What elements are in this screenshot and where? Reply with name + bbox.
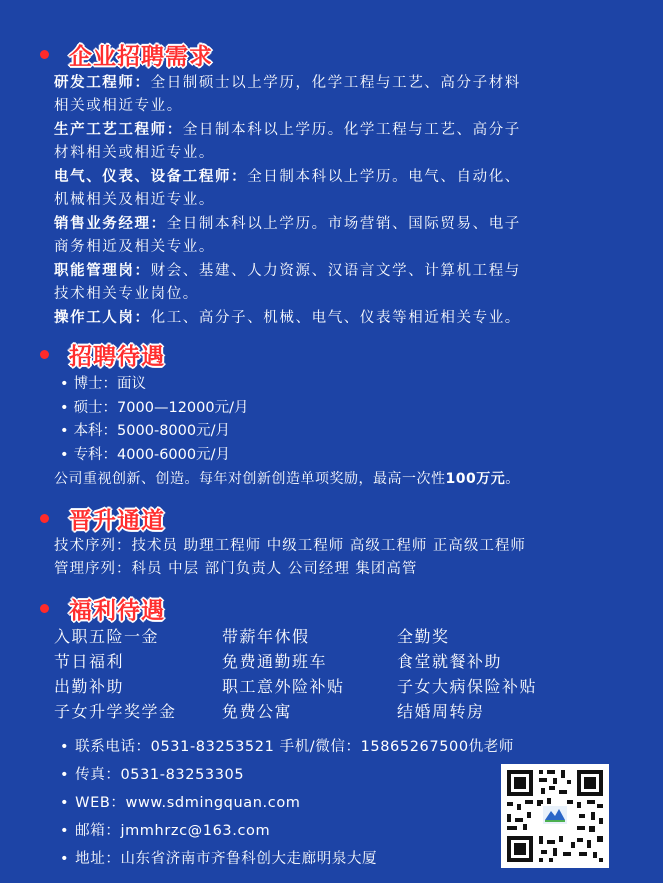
role-name: 职能管理岗： bbox=[54, 263, 151, 279]
salary-item bbox=[60, 444, 248, 468]
benefit-item: 子女升学奖学金 bbox=[54, 702, 177, 721]
benefit-item: 职工意外险补贴 bbox=[222, 677, 345, 696]
section-title-requirements: 企业招聘需求 bbox=[69, 44, 213, 70]
contact-address bbox=[60, 848, 514, 876]
contact-email bbox=[60, 820, 514, 848]
bullet-icon: • bbox=[60, 423, 69, 439]
section-title-promotion: 晋升通道 bbox=[69, 508, 165, 534]
benefit-item: 结婚周转房 bbox=[397, 702, 485, 721]
contact-text: 联系电话：0531-83253521 手机/微信：15865267500仇老师 bbox=[75, 739, 514, 755]
bullet-icon: • bbox=[60, 446, 69, 463]
contact-fax bbox=[60, 764, 514, 792]
requirement-text: 相关或相近专业。 bbox=[54, 98, 183, 114]
requirement-text: 商务相近及相关专业。 bbox=[54, 239, 215, 255]
benefit-item: 食堂就餐补助 bbox=[397, 652, 503, 671]
contact-text: 传真：0531-83253305 bbox=[75, 767, 245, 783]
role-name: 研发工程师： bbox=[54, 75, 151, 91]
benefit-row bbox=[54, 624, 614, 649]
contact-text: 邮箱：jmmhrzc@163.com bbox=[75, 823, 271, 839]
contact-list bbox=[60, 736, 514, 876]
benefits-grid bbox=[54, 624, 614, 724]
requirement-item bbox=[54, 260, 624, 306]
requirement-text: 财会、基建、人力资源、汉语言文学、计算机工程与 bbox=[150, 263, 521, 279]
requirement-text: 全日制本科以上学历。市场营销、国际贸易、电子 bbox=[166, 216, 521, 232]
contact-text: WEB：www.sdmingquan.com bbox=[75, 795, 301, 811]
requirement-item bbox=[54, 307, 624, 330]
salary-list bbox=[60, 373, 248, 467]
section-title-salary: 招聘待遇 bbox=[69, 344, 165, 370]
benefit-item: 节日福利 bbox=[54, 652, 125, 671]
salary-text: 本科：5000-8000元/月 bbox=[73, 423, 230, 439]
bullet-dot-icon bbox=[40, 604, 49, 613]
requirement-item bbox=[54, 72, 624, 118]
note-amount: 100万元 bbox=[445, 471, 506, 487]
note-text: 公司重视创新、创造。每年对创新创造单项奖励，最高一次性 bbox=[54, 471, 446, 487]
role-name: 操作工人岗： bbox=[54, 310, 151, 326]
benefit-item: 子女大病保险补贴 bbox=[397, 677, 538, 696]
requirement-text: 材料相关或相近专业。 bbox=[54, 145, 215, 161]
role-name: 电气、仪表、设备工程师： bbox=[54, 169, 248, 185]
salary-item bbox=[60, 397, 248, 421]
requirement-text: 全日制本科以上学历。化学工程与工艺、高分子 bbox=[182, 122, 521, 138]
requirement-text: 全日制本科以上学历。电气、自动化、 bbox=[247, 169, 521, 185]
bullet-icon: • bbox=[60, 795, 70, 811]
requirement-text: 化工、高分子、机械、电气、仪表等相近相关专业。 bbox=[150, 310, 521, 326]
section-requirements-header bbox=[40, 38, 213, 71]
benefit-row bbox=[54, 699, 614, 724]
bullet-icon: • bbox=[60, 767, 70, 783]
requirement-item bbox=[54, 213, 624, 259]
bullet-dot-icon bbox=[40, 50, 49, 59]
note-end: 。 bbox=[505, 471, 520, 487]
requirement-item bbox=[54, 119, 624, 165]
salary-item bbox=[60, 420, 248, 444]
qr-code-icon bbox=[501, 764, 609, 868]
section-title-benefits: 福利待遇 bbox=[69, 598, 165, 624]
benefit-item: 全勤奖 bbox=[397, 627, 450, 646]
benefit-item: 入职五险一金 bbox=[54, 627, 160, 646]
section-promotion-header bbox=[40, 502, 165, 535]
bullet-icon: • bbox=[60, 851, 70, 867]
salary-text: 专科：4000-6000元/月 bbox=[73, 446, 230, 463]
innovation-reward-note bbox=[54, 468, 520, 488]
section-salary-header bbox=[40, 338, 165, 371]
salary-text: 博士：面议 bbox=[73, 376, 147, 392]
promotion-tech-track: 技术序列：技术员 助理工程师 中级工程师 高级工程师 正高级工程师 bbox=[54, 538, 526, 554]
benefit-item: 带薪年休假 bbox=[222, 627, 310, 646]
role-name: 销售业务经理： bbox=[54, 216, 167, 232]
section-benefits-header bbox=[40, 592, 165, 625]
benefit-item: 出勤补助 bbox=[54, 677, 125, 696]
salary-text: 硕士：7000—12000元/月 bbox=[73, 399, 249, 416]
benefit-row bbox=[54, 674, 614, 699]
contact-web bbox=[60, 792, 514, 820]
requirement-text: 全日制硕士以上学历，化学工程与工艺、高分子材料 bbox=[150, 75, 521, 91]
bullet-icon: • bbox=[60, 823, 70, 839]
bullet-icon: • bbox=[60, 399, 69, 416]
benefit-item: 免费公寓 bbox=[222, 702, 293, 721]
bullet-dot-icon bbox=[40, 350, 49, 359]
promotion-list bbox=[54, 535, 526, 581]
bullet-icon: • bbox=[60, 376, 69, 392]
requirement-item bbox=[54, 166, 624, 212]
contact-text: 地址：山东省济南市齐鲁科创大走廊明泉大厦 bbox=[75, 851, 378, 867]
bullet-dot-icon bbox=[40, 514, 49, 523]
role-name: 生产工艺工程师： bbox=[54, 122, 183, 138]
requirement-text: 技术相关专业岗位。 bbox=[54, 286, 199, 302]
bullet-icon: • bbox=[60, 739, 70, 755]
benefit-row bbox=[54, 649, 614, 674]
requirement-text: 机械相关及相近专业。 bbox=[54, 192, 215, 208]
contact-phone bbox=[60, 736, 514, 764]
benefit-item: 免费通勤班车 bbox=[222, 652, 328, 671]
promotion-management-track: 管理序列：科员 中层 部门负责人 公司经理 集团高管 bbox=[54, 561, 418, 577]
salary-item bbox=[60, 373, 248, 397]
